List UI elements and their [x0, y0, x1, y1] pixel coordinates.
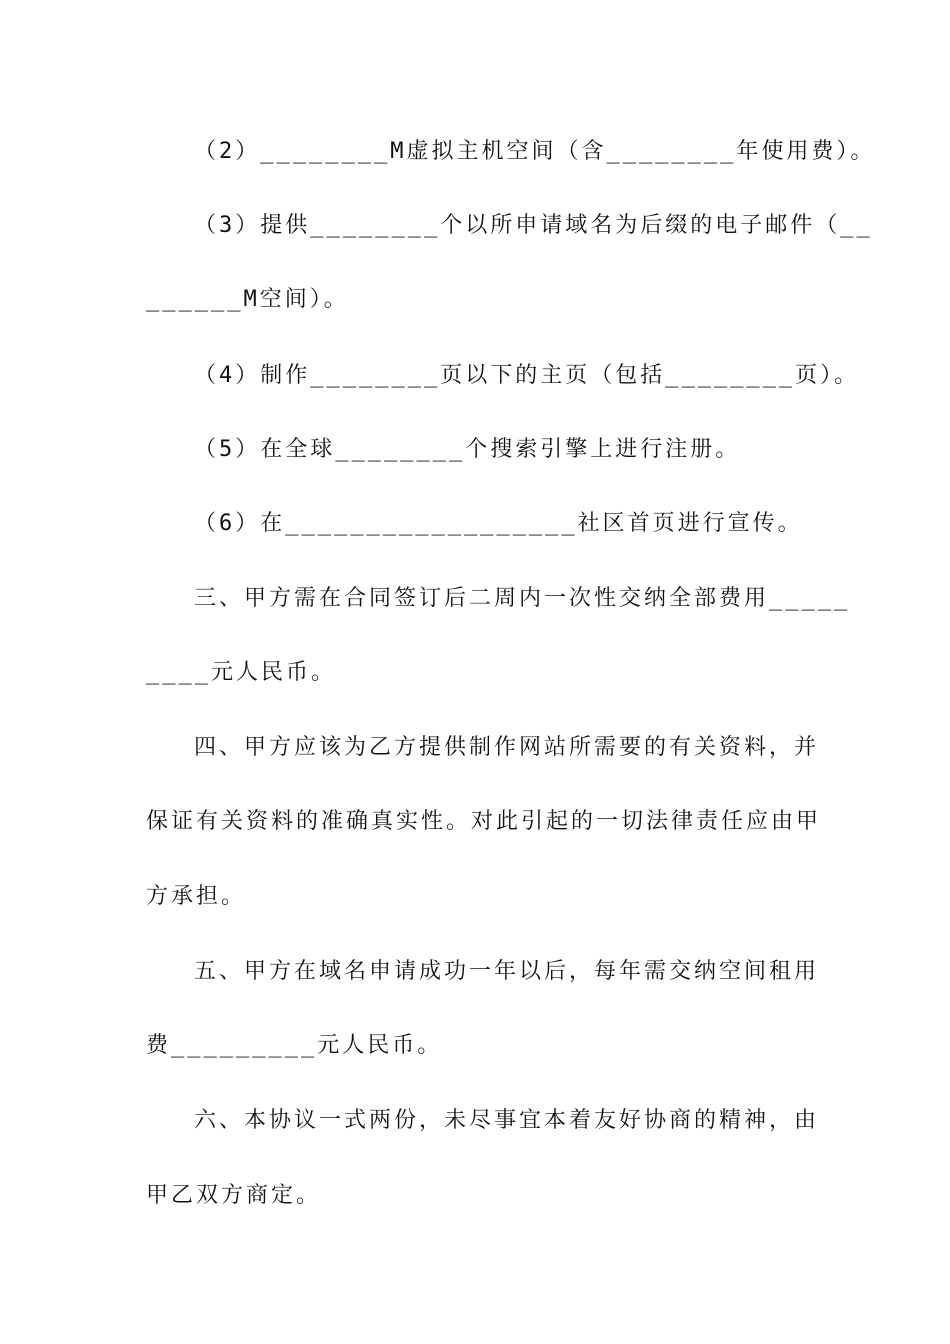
clause-2-2-line: （2）________M虚拟主机空间（含________年使用费）。	[194, 139, 876, 164]
clause-2-5-line: （5）在全球________个搜索引擎上进行注册。	[194, 437, 741, 462]
clause-5-line-1: 五、甲方在域名申请成功一年以后，每年需交纳空间租用	[194, 959, 820, 984]
clause-5-line-2: 费_________元人民币。	[146, 1033, 443, 1058]
clause-4-line-2: 保证有关资料的准确真实性。对此引起的一切法律责任应由甲	[146, 809, 822, 834]
clause-2-3-line-1: （3）提供________个以所申请域名为后缀的电子邮件（__	[194, 213, 873, 238]
clause-4-line-1: 四、甲方应该为乙方提供制作网站所需要的有关资料，并	[194, 735, 820, 760]
clause-6-line-2: 甲乙双方商定。	[146, 1183, 322, 1208]
clause-6-line-1: 六、本协议一式两份，未尽事宜本着友好协商的精神，由	[194, 1108, 820, 1133]
clause-2-6-line: （6）在__________________社区首页进行宣传。	[194, 511, 803, 536]
clause-2-4-line: （4）制作________页以下的主页（包括________页）。	[194, 363, 860, 388]
clause-2-3-line-2: ______M空间）。	[146, 287, 349, 312]
clause-3-line-2: ____元人民币。	[146, 660, 336, 685]
clause-4-line-3: 方承担。	[146, 884, 247, 909]
clause-3-line-1: 三、甲方需在合同签订后二周内一次性交纳全部费用_____	[194, 586, 851, 611]
